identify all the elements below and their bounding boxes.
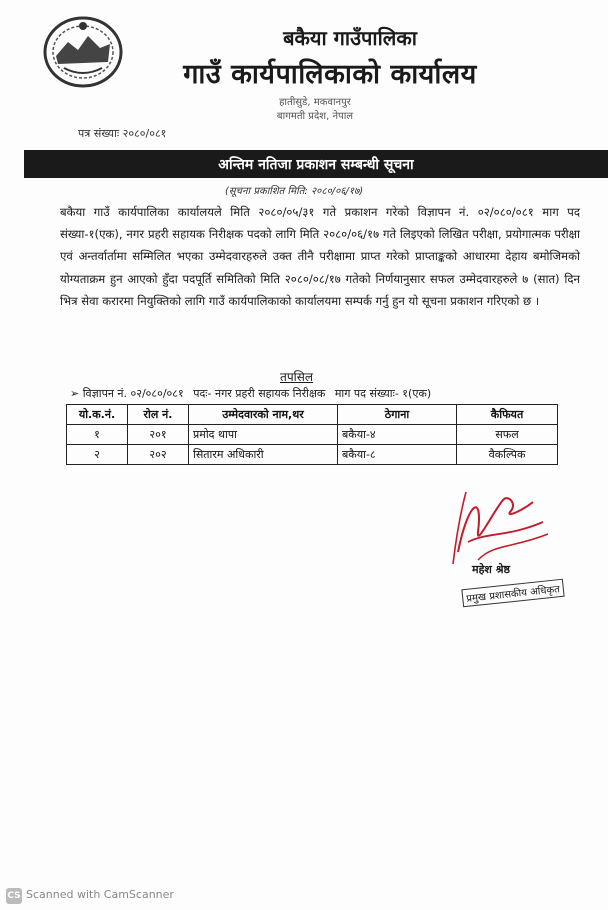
- cell-name: सितारम अधिकारी: [189, 445, 338, 465]
- table-header-row: [67, 405, 558, 425]
- results-table: [66, 404, 558, 465]
- municipality-name: बकैया गाउँपालिका: [283, 26, 417, 50]
- cell-serial: १: [67, 425, 128, 445]
- handwritten-signature-icon: [448, 482, 558, 568]
- table-row: [67, 425, 558, 445]
- header-name: उम्मेदवारको नाम,थर: [189, 405, 338, 425]
- body-paragraph: बकैया गाउँ कार्यपालिका कार्यालयले मिति २०८०/०५/३१ गते प्रकाशन गरेको विज्ञापन नं. ०२/०८०/०८१ माग पद संख्या-१(एक), नगर प्रहरी सहायक निरीक्षक पदको लागि मिति २०८०/०६/१७ गते लिइएको लिखित परीक्षा, प्रयोगात्मक परीक्षा एवं अन्तर्वार्तामा सम्मिलित भएका उम्मेदवारहरुले उक्त तीनै परीक्षामा प्राप्त गरेको प्राप्ताङ्कको आधारमा देहाय बमोजिमको योग्यताक्रम हुन आएको हुँदा पदपूर्ति समितिको मिति २०८०/०८/१७ गतेको निर्णयानुसार सफल उम्मेदवारहरुले ७ (सात) दिन भित्र सेवा करारमा नियुक्तिको लागि गाउँ कार्यपालिकाको कार्यालयमा सम्पर्क गर्नु हुन यो सूचना प्रकाशन गरिएको छ ।: [60, 205, 580, 308]
- cell-remarks: सफल: [457, 425, 558, 445]
- office-address-line1: हातीसुडे, मकवानपुर: [279, 97, 351, 108]
- header-remarks: कैफियत: [457, 405, 558, 425]
- details-heading: तपसिल: [280, 370, 314, 384]
- notice-title: अन्तिम नतिजा प्रकाशन सम्बन्धी सूचना: [218, 157, 414, 173]
- advertisement-line: [70, 386, 590, 401]
- advertisement-demand: माग पद संख्याः- १(एक): [334, 387, 432, 400]
- cell-address: बकैया-४: [338, 425, 457, 445]
- scanner-text: Scanned with CamScanner: [26, 888, 174, 901]
- office-name: गाउँ कार्यपालिकाको कार्यालय: [183, 59, 477, 90]
- camscanner-icon: CS: [6, 888, 22, 904]
- signatory-title: प्रमुख प्रशासकीय अधिकृत: [461, 579, 564, 608]
- office-address-line2: बागमती प्रदेश, नेपाल: [276, 111, 354, 122]
- cell-remarks: वैकल्पिक: [457, 445, 558, 465]
- advertisement-post: पदः- नगर प्रहरी सहायक निरीक्षक: [193, 387, 326, 400]
- advertisement-number: ➢ विज्ञापन नं. ०२/०८०/०८१: [70, 387, 184, 400]
- cell-name: प्रमोद थापा: [189, 425, 338, 445]
- header-address: ठेगाना: [338, 405, 457, 425]
- notice-body: [60, 201, 580, 312]
- scanner-watermark: [6, 888, 174, 904]
- government-emblem-icon: [38, 12, 128, 90]
- cell-roll: २०२: [128, 445, 189, 465]
- header-roll: रोल नं.: [128, 405, 189, 425]
- cell-address: बकैया-८: [338, 445, 457, 465]
- cell-roll: २०१: [128, 425, 189, 445]
- publication-date: (सूचना प्रकाशित मिति: २०८०/०६/१७): [225, 186, 364, 197]
- notice-title-bar: [24, 150, 608, 178]
- header-serial: यो.क.नं.: [67, 405, 128, 425]
- cell-serial: २: [67, 445, 128, 465]
- reference-number: पत्र संख्याः २०८०/०८१: [78, 127, 167, 140]
- signatory-name: महेश श्रेष्ठ: [472, 563, 510, 576]
- table-row: [67, 445, 558, 465]
